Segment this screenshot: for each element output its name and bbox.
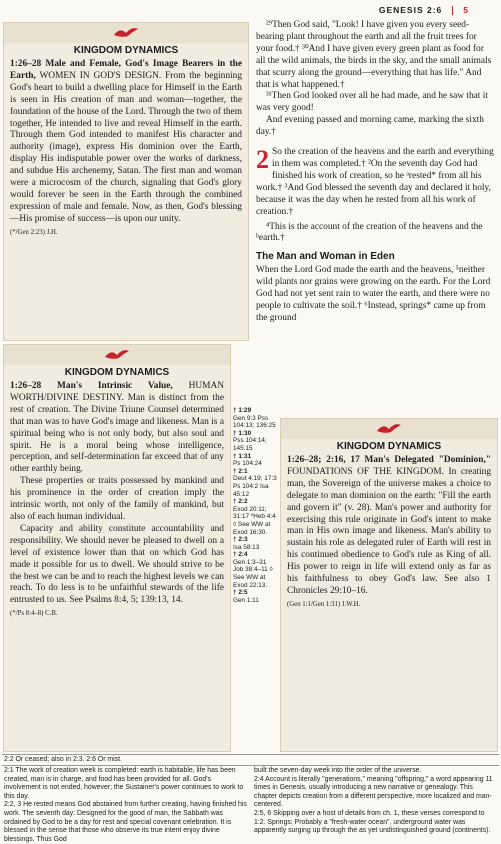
box-paragraph: Capacity and ability constitute accountability and responsibility. We should never be pleased to dwell on a level of existence lower than that on which God has made it possible for us to dwell. We should strive to be the best we can be and to reach the highest levels we can reach. To do less is to be unfaithful stewards of the life entrusted to us. See Psalms 8:4, 5; 139:13, 14. (10, 523, 224, 606)
study-note: 2:1 The work of creation week is completed: earth is habitable, life has been created, man is in charge, and food has been provided for all. God's involvement is not ended, however; the Sustainer's power continues to work to this day. (4, 767, 244, 800)
verse-paragraph: ²⁹Then God said, "Look! I have given you every seed-bearing plant throughout the earth and all the fruit trees for your food.† ³⁰And I have given every green plant as food for all the wild animals, the birds in the sky, and the small animals that scurry along the ground—everything that has life." And that is what happened.† (256, 20, 492, 90)
box-title: KINGDOM DYNAMICS (73, 45, 179, 56)
box-title: KINGDOM DYNAMICS (336, 441, 442, 452)
chapter-start (256, 147, 494, 218)
box-tag: FOUNDATIONS OF THE KINGDOM. (287, 466, 444, 477)
box-tag: WOMEN IN GOD'S DESIGN. (35, 70, 162, 81)
cross-ref-item: † 2:4 Gen 1:3–31 Job 38:4–11 ◊ See WW at Exod 22:13. (233, 551, 273, 589)
section-heading: The Man and Woman in Eden (256, 251, 395, 263)
verse-paragraph: ³¹Then God looked over all he had made, and he saw that it was very good! (256, 91, 488, 114)
cross-ref-item: † 1:31 Ps 104:24 (233, 452, 262, 468)
book-reference: GENESIS 2:6 (378, 5, 443, 15)
kingdom-dynamics-box-3 (280, 418, 498, 752)
box-banner (281, 419, 497, 439)
box-banner (4, 345, 230, 365)
verse-paragraph: When the Lord God made the earth and the heavens, ⁵neither wild plants nor grains were growing on the earth. For the Lord God had not yet sent rain to water the earth, and there were no people to cultivate the soil.† ⁶Instead, springs* came up from the ground (256, 265, 491, 323)
dove-icon (112, 25, 140, 39)
header-divider (452, 6, 453, 15)
cross-ref-item: † 1:30 Pss 104:14; 145:15 (233, 429, 267, 452)
box-tag: HUMAN WORTH/DIVINE DESTINY. (10, 381, 224, 403)
study-notes-right (254, 767, 496, 835)
box-banner (4, 23, 248, 43)
box-body (4, 59, 248, 226)
box-text: From the beginning God's heart to build a dwelling place for Himself in the Earth is seen in His creation of man and woman—together, the foundation of the house of the Lord. Through the two of them together, He intended to live and reveal Himself in the earth. Through them God intended to manifest His character and authority (image), express His dominion over the Earth, display His indisputable power over the works of darkness, and subdue His archenemy, Satan. The first man and woman were a microcosm of the church, signaling that God's glory would forever be seen in the Earth through the combined expression of male and female. Now, as then, God's blessing—His promise of success—is upon our unity. (10, 70, 243, 224)
box-body (4, 381, 230, 607)
footnote-divider (2, 754, 499, 755)
study-note: built the seven-day week into the order of the universe. (254, 767, 422, 774)
study-note: 2:4 Account is literally "generations," meaning "offspring," a word appearing 11 times in Genesis, usually introducing a new narrative or genealogy. This chapter depicts creation from a different perspective, more localized and man-centered. (254, 775, 493, 809)
study-notes-divider (2, 765, 499, 766)
cross-ref-item: † 1:29 Gen 9:3 Pss 104:13; 136:25 (233, 407, 276, 430)
box-reference: (*/Ps 8:4–8) C.B. (10, 610, 58, 618)
running-header (379, 5, 469, 15)
study-note: 2:5, 6 Skipping over a host of details from ch. 1, these verses correspond to 1:2. Springs: Probably a "fresh-water ocean", underground water was apparently surging up through the as yet undistinguished ground (continents). (254, 809, 491, 835)
box-text: Man is distinct from the rest of creation. The Divine Triune Counsel determined that man was to have God's image and likeness. Man is a spiritual being who is not only body, but also soul and spirit. He is a moral being whose intelligence, perception, and self-determination far exceed that of any other earthly being. (10, 392, 224, 475)
box-body (281, 455, 497, 598)
cross-ref-item: † 2:3 Isa 58:13 (233, 536, 260, 551)
cross-ref-item: † 2:1 Deut 4:19; 17:3 Ps 104:2 Isa 45:12 (233, 467, 277, 498)
box-reference: (Gen 1:1/Gen 1:31) J.W.H. (287, 600, 361, 608)
alt-readings: 2:2 Or ceased; also in 2:3. 2:6 Or mist. (4, 756, 122, 763)
box-title: KINGDOM DYNAMICS (64, 367, 170, 378)
verse-paragraph: And evening passed and morning came, marking the sixth day.† (256, 115, 484, 138)
cross-ref-item: † 2:5 Gen 1:11 (233, 589, 259, 604)
scripture-column (256, 20, 494, 325)
box-lead: 1:26–28 Male and Female, God's Image Bearers in the Earth, (10, 59, 242, 81)
cross-references (233, 407, 277, 604)
box-lead: 1:26–28; 2:16, 17 Man's Delegated "Dominion," (287, 455, 491, 465)
box-paragraph: These properties or traits possessed by mankind and his prominence in the order of creation imply the intrinsic worth, not only of the family of mankind, but also of each human individual. (10, 476, 224, 522)
kingdom-dynamics-box-2 (3, 344, 231, 752)
chapter-number: 2 (256, 145, 269, 175)
box-reference: (*/Gen 2:23) J.H. (10, 228, 58, 236)
box-lead: 1:26–28 Man's Intrinsic Value, (10, 381, 173, 391)
page-number: 5 (463, 5, 469, 15)
dove-icon (103, 347, 131, 361)
verse-text: So the creation of the heavens and the earth and everything in them was completed.† ²On the seventh day God had finished his work of creation, so he ᵃrested* from all his work.† ³And God blessed the seventh day and declared it holy, because it was the day when he rested from all his work of creation.† (256, 147, 494, 217)
kingdom-dynamics-box-1 (3, 22, 249, 341)
dove-icon (375, 421, 403, 435)
study-notes-left (4, 767, 248, 843)
box-text: In creating man, the Sovereign of the universe makes a choice to delegate to man dominion on the earth: "Fill the earth and govern it" (v. 28). Man's power and authority for exercising this rule originate in God's intent to make man in His own image and likeness. Man's ability to sustain his role as delegated ruler of Earth will rest in his continued obedience to God's rule as King of all. His power to reign in life will extend only as far as his faithfulness to obey God's law. See also 1 Chronicles 29:10–16. (287, 466, 492, 596)
study-note: 2:2, 3 He rested means God abstained from further creating, having finished his work. The seventh day: Designed for the good of man, the Sabbath was ordained by God to be a day for rest and special covenant celebration. It is blessed in the sense that those who observe its true intent enjoy divine blessings. Thus God (4, 801, 247, 843)
verse-paragraph: ⁴This is the account of the creation of the heavens and the ᵇearth.† (256, 221, 483, 244)
cross-ref-item: † 2:2 Exod 20:11; 31:17 *Heb 4:4 ◊ See WW at Exod 16:30. (233, 498, 276, 536)
